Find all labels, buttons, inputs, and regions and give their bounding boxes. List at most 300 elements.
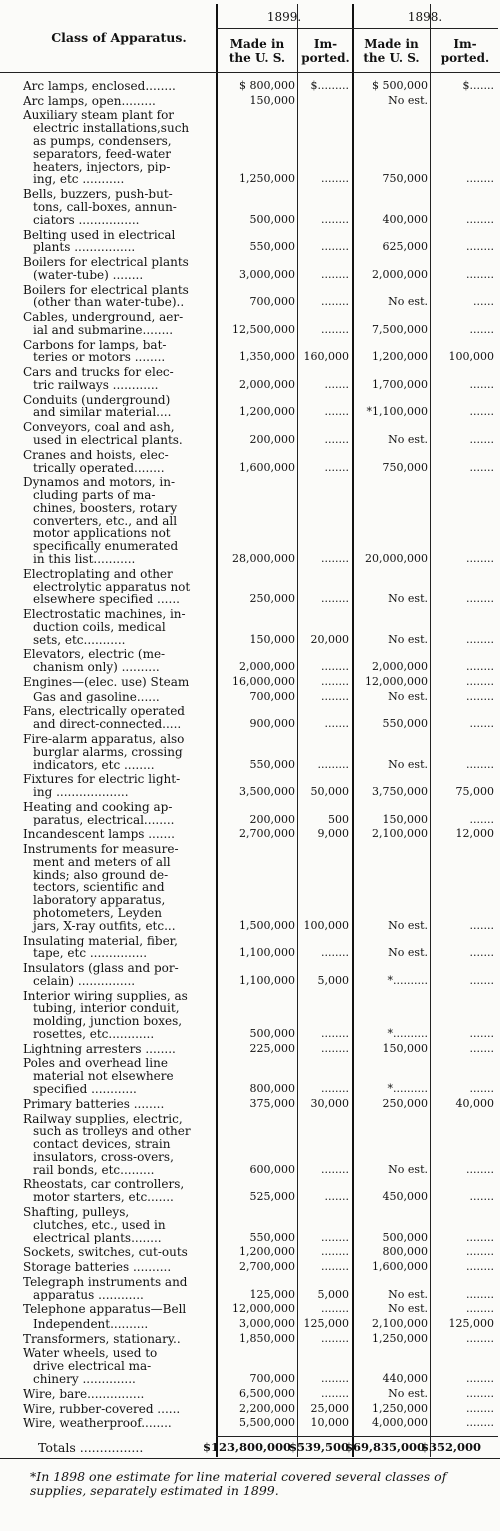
apparatus-class-label (23, 1261, 213, 1274)
label-line: Railway supplies, electric, (23, 1112, 183, 1126)
imported-1899-cell: ........ (321, 689, 349, 703)
made-us-1899-cell: 28,000,000 (232, 552, 295, 566)
imported-1899-cell: 500 (328, 812, 349, 826)
imported-1898-cell: ....... (469, 812, 494, 826)
apparatus-class-label (23, 801, 213, 827)
year-1898-header: 1898. (407, 10, 443, 24)
made-us-1899-cell: 550,000 (249, 757, 295, 771)
imported-1898-cell: ....... (469, 973, 494, 987)
made-us-1899-cell: 1,850,000 (239, 1331, 295, 1345)
label-line: tons, call-boxes, annun- (33, 200, 177, 214)
label-line: Transformers, stationary.. (23, 1332, 181, 1346)
apparatus-class-label (23, 990, 213, 1041)
imported-1898-cell: ....... (469, 1190, 494, 1204)
table-row (0, 1403, 500, 1416)
label-line: Insulators (glass and por- (23, 962, 179, 975)
totals-made-1898: $69,835,000 (345, 1440, 426, 1454)
made-us-1898-cell: No est. (388, 1302, 428, 1316)
table-row (0, 773, 500, 799)
imported-1899-cell: ........ (321, 1027, 349, 1041)
made-us-1898-cell: 1,250,000 (372, 1331, 428, 1345)
made-us-1898-cell: 2,000,000 (372, 660, 428, 674)
table-row (0, 1057, 500, 1095)
imported-1898-cell: ........ (466, 1386, 494, 1400)
imported-1899-cell: ........ (321, 660, 349, 674)
label-line: Fire-alarm apparatus, also (23, 732, 185, 746)
label-line: Belting used in electrical (23, 228, 176, 242)
made-us-1898-cell: $ 500,000 (372, 79, 428, 92)
imported-1898-cell: ....... (469, 918, 494, 932)
apparatus-class-label (23, 568, 213, 606)
imported-1898-cell: ........ (466, 172, 494, 186)
made-us-1899-cell: 1,200,000 (239, 405, 295, 419)
imported-1899-cell: $......... (310, 79, 349, 92)
label-line: jars, X-ray outfits, etc... (33, 919, 176, 933)
imported-1898-cell: ....... (469, 377, 494, 391)
label-line: motor starters, etc....... (33, 1191, 174, 1205)
table-row (0, 1417, 500, 1430)
made-us-1898-cell: 2,000,000 (372, 267, 428, 281)
apparatus-class-label (23, 1246, 213, 1259)
label-line: ing, etc ........... (33, 173, 125, 187)
label-line: duction coils, medical (33, 620, 166, 634)
table-row (0, 676, 500, 689)
table-row (0, 1318, 500, 1331)
table-row (0, 188, 500, 226)
table-row (0, 95, 500, 108)
made-us-1899-cell: 200,000 (249, 812, 295, 826)
imported-1899-cell: ........ (321, 1331, 349, 1345)
imported-1898-cell: ....... (469, 405, 494, 419)
imported-1899-cell: ........ (321, 1230, 349, 1244)
label-line: motor applications not (33, 527, 171, 541)
apparatus-class-label (23, 705, 213, 731)
table-row (0, 1098, 500, 1111)
label-line: ment and meters of all (33, 855, 171, 869)
label-line: chines, boosters, rotary (33, 501, 178, 515)
label-line: clutches, etc., used in (33, 1218, 166, 1232)
label-line: Fixtures for electric light- (23, 773, 181, 787)
table-row (0, 828, 500, 841)
imported-1898-cell: 100,000 (448, 350, 494, 364)
apparatus-class-label (23, 394, 213, 420)
label-line: chinery .............. (33, 1373, 136, 1386)
table-row (0, 648, 500, 674)
apparatus-class-label (23, 1098, 213, 1111)
apparatus-class-label (23, 1206, 213, 1244)
imported-1898-cell: 12,000 (455, 827, 494, 841)
made-us-1899-cell: 125,000 (249, 1287, 295, 1301)
label-line: Incandescent lamps ....... (23, 828, 175, 842)
label-line: paratus, electrical........ (33, 813, 175, 827)
imported-1899-cell: ........ (321, 295, 349, 309)
label-line: Heating and cooking ap- (23, 800, 173, 814)
imported-1898-cell: ....... (469, 460, 494, 474)
made-us-1899-cell: 150,000 (249, 93, 295, 107)
label-line: laboratory apparatus, (33, 894, 166, 908)
imported-1899-cell: ........ (321, 172, 349, 186)
table-row (0, 366, 500, 392)
table-row (0, 449, 500, 475)
label-line: rosettes, etc............ (33, 1028, 155, 1041)
made-us-1899-cell: 1,100,000 (239, 973, 295, 987)
made-us-1899-cell: 700,000 (249, 295, 295, 309)
made-us-1898-cell: *.......... (387, 1082, 428, 1096)
imported-1898-cell: 75,000 (455, 785, 494, 799)
made-us-1899-cell: 600,000 (249, 1162, 295, 1176)
imported-1899-cell: ........ (321, 1302, 349, 1316)
apparatus-class-label (23, 1276, 213, 1302)
table-row (0, 1333, 500, 1346)
label-line: Shafting, pulleys, (23, 1206, 130, 1219)
imported-1898-cell: ...... (473, 295, 494, 309)
imported-1898-cell: 40,000 (455, 1096, 494, 1110)
label-line: ciators ................ (33, 213, 140, 227)
made-us-1899-cell: 1,350,000 (239, 350, 295, 364)
table-row (0, 705, 500, 731)
imported-1898-cell: ........ (466, 552, 494, 566)
label-line: molding, junction boxes, (33, 1015, 183, 1029)
made-us-1898-cell: No est. (388, 946, 428, 960)
apparatus-class-label (23, 1113, 213, 1177)
apparatus-class-label (23, 676, 213, 689)
imported-1899-cell: 9,000 (317, 827, 349, 841)
label-line: Lightning arresters ........ (23, 1042, 176, 1056)
made-us-1899-cell: 2,700,000 (239, 1260, 295, 1274)
label-line: electric installations,such (33, 122, 190, 136)
imported-1899-cell: ........ (321, 946, 349, 960)
label-line: specifically enumerated (33, 540, 179, 554)
table-row (0, 801, 500, 827)
label-line: Elevators, electric (me- (23, 648, 166, 662)
made-us-1899-cell: 1,100,000 (239, 946, 295, 960)
imported-1898-cell: ........ (466, 1162, 494, 1176)
label-line: separators, feed-water (33, 147, 172, 161)
made-us-1898-cell: 625,000 (382, 240, 428, 254)
apparatus-class-label (23, 476, 213, 566)
label-line: tubing, interior conduit, (33, 1002, 180, 1016)
imported-1899-cell: 20,000 (310, 632, 349, 646)
made-us-1898-cell: *.......... (387, 973, 428, 987)
made-us-1899-cell: 150,000 (249, 632, 295, 646)
made-us-1899-cell: 525,000 (249, 1190, 295, 1204)
apparatus-class-label (23, 339, 213, 365)
label-line: used in electrical plants. (33, 433, 183, 447)
apparatus-class-label (23, 1178, 213, 1204)
imported-1899-cell: ........ (321, 212, 349, 226)
label-line: Rheostats, car controllers, (23, 1178, 185, 1192)
made-us-1898-cell: No est. (388, 632, 428, 646)
made-us-1898-cell: 12,000,000 (365, 674, 428, 688)
label-line: Bells, buzzers, push-but- (23, 188, 173, 201)
made-us-1898-cell: *1,100,000 (366, 405, 428, 419)
table-row (0, 394, 500, 420)
imported-1899-cell: 10,000 (310, 1416, 349, 1430)
imported-1899-cell: ....... (324, 405, 349, 419)
apparatus-class-label (23, 1388, 213, 1401)
imported-1899-cell: ........ (321, 1372, 349, 1386)
apparatus-class-label (23, 843, 213, 933)
year-1899-header: 1899. (266, 10, 302, 24)
imported-1898-cell: ....... (469, 717, 494, 731)
made-us-1899-cell: 700,000 (249, 689, 295, 703)
label-line: as pumps, condensers, (33, 135, 172, 148)
imported-1898-cell: ........ (466, 267, 494, 281)
apparatus-class-label (23, 256, 213, 282)
made-us-1898-cell: 1,700,000 (372, 377, 428, 391)
made-us-1899-cell: 3,500,000 (239, 785, 295, 799)
apparatus-class-label (23, 109, 213, 186)
table-row (0, 1206, 500, 1244)
made-us-1899-cell: 500,000 (249, 212, 295, 226)
imported-1899-cell: ....... (324, 717, 349, 731)
label-line: contact devices, strain (33, 1138, 171, 1151)
label-line: elsewhere specified ...... (33, 593, 180, 607)
table-row (0, 256, 500, 282)
imported-1899-cell: ....... (324, 432, 349, 446)
imported-1899-cell: ........ (321, 1162, 349, 1176)
label-line: material not elsewhere (33, 1070, 174, 1084)
table-row (0, 691, 500, 704)
imported-1899-header: Im- ported. (301, 37, 350, 65)
label-line: Water wheels, used to (23, 1347, 158, 1361)
apparatus-class-label (23, 449, 213, 475)
label-line: tape, etc ............... (33, 947, 148, 961)
made-us-1898-cell: 1,200,000 (372, 350, 428, 364)
label-line: drive electrical ma- (33, 1360, 152, 1374)
imported-1898-cell: ........ (466, 592, 494, 606)
made-us-1899-cell: 16,000,000 (232, 674, 295, 688)
imported-1898-header: Im- ported. (440, 37, 490, 65)
apparatus-class-label (23, 1303, 213, 1316)
made-us-1898-cell: 400,000 (382, 212, 428, 226)
made-us-1899-cell: 1,500,000 (239, 918, 295, 932)
apparatus-class-label (23, 188, 213, 226)
table-row (0, 284, 500, 310)
label-line: Telegraph instruments and (23, 1275, 188, 1289)
imported-1898-cell: ........ (466, 1245, 494, 1259)
imported-1899-cell: 50,000 (310, 785, 349, 799)
apparatus-class-label (23, 1043, 213, 1056)
label-line: (water-tube) ........ (33, 268, 144, 282)
imported-1898-cell: ........ (466, 1331, 494, 1345)
imported-1898-cell: ........ (466, 674, 494, 688)
imported-1898-cell: ........ (466, 1230, 494, 1244)
label-line: rail bonds, etc......... (33, 1163, 155, 1177)
imported-1898-cell: ........ (466, 757, 494, 771)
header-bottom-rule (0, 72, 500, 73)
made-us-1899-cell: 3,000,000 (239, 1317, 295, 1331)
label-line: Fans, electrically operated (23, 705, 185, 719)
label-line: apparatus ............ (33, 1288, 144, 1302)
label-line: Primary batteries ........ (23, 1097, 165, 1111)
table-row (0, 339, 500, 365)
table-row (0, 1178, 500, 1204)
made-in-us-1898-header: Made in the U. S. (363, 37, 420, 65)
made-us-1898-cell: No est. (388, 432, 428, 446)
imported-1899-cell: 30,000 (310, 1096, 349, 1110)
label-line: Arc lamps, open......... (23, 94, 156, 108)
imported-1899-cell: ........ (321, 1245, 349, 1259)
made-us-1899-cell: 800,000 (249, 1082, 295, 1096)
header-rule (216, 28, 498, 29)
made-us-1898-cell: 1,250,000 (372, 1401, 428, 1415)
made-us-1898-cell: 4,000,000 (372, 1416, 428, 1430)
imported-1899-cell: 125,000 (303, 1317, 349, 1331)
apparatus-class-label (23, 1057, 213, 1095)
made-us-1898-cell: 250,000 (382, 1096, 428, 1110)
apparatus-class-label (23, 733, 213, 771)
apparatus-class-label (23, 691, 213, 704)
imported-1898-cell: ........ (466, 1287, 494, 1301)
label-line: (other than water-tube).. (33, 296, 185, 310)
made-us-1898-cell: No est. (388, 918, 428, 932)
made-us-1898-cell: 150,000 (382, 812, 428, 826)
label-line: ing ................... (33, 786, 129, 799)
made-us-1899-cell: 250,000 (249, 592, 295, 606)
table-row (0, 568, 500, 606)
label-line: electrical plants........ (33, 1231, 162, 1245)
table-row (0, 990, 500, 1041)
label-line: in this list........... (33, 553, 136, 566)
made-us-1899-cell: 2,200,000 (239, 1401, 295, 1415)
made-us-1898-cell: 7,500,000 (372, 322, 428, 336)
label-line: Instruments for measure- (23, 843, 179, 856)
imported-1899-cell: 5,000 (317, 973, 349, 987)
label-line: teries or motors ........ (33, 351, 166, 365)
label-line: Wire, rubber-covered ...... (23, 1402, 181, 1416)
label-line: Engines—(elec. use) Steam (23, 675, 190, 689)
apparatus-class-label (23, 1403, 213, 1416)
label-line: Storage batteries .......... (23, 1261, 172, 1274)
label-line: Boilers for electrical plants (23, 283, 189, 297)
label-line: tectors, scientific and (33, 881, 165, 895)
label-line: electrolytic apparatus not (33, 580, 191, 594)
label-line: trically operated........ (33, 461, 165, 475)
made-us-1899-cell: 2,000,000 (239, 660, 295, 674)
imported-1899-cell: ........ (321, 592, 349, 606)
label-line: Electroplating and other (23, 567, 173, 581)
made-in-us-1899-header: Made in the U. S. (228, 37, 286, 65)
totals-made-1899: $123,800,000 (203, 1440, 292, 1454)
label-line: Auxiliary steam plant for (23, 109, 175, 123)
footnote: *In 1898 one estimate for line material covered several classes of supplies, separately estimated in 1899. (30, 1469, 447, 1498)
label-line: heaters, injectors, pip- (33, 160, 171, 174)
label-line: Wire, weatherproof........ (23, 1417, 172, 1431)
label-line: sets, etc........... (33, 633, 126, 647)
label-line: Conveyors, coal and ash, (23, 421, 175, 434)
made-us-1899-cell: 3,000,000 (239, 267, 295, 281)
made-us-1898-cell: No est. (388, 689, 428, 703)
made-us-1898-cell: No est. (388, 1162, 428, 1176)
imported-1898-cell: ....... (469, 1041, 494, 1055)
made-us-1898-cell: 550,000 (382, 717, 428, 731)
made-us-1898-cell: 800,000 (382, 1245, 428, 1259)
label-line: and similar material.... (33, 406, 172, 420)
table-row (0, 1276, 500, 1302)
made-us-1899-cell: 1,600,000 (239, 460, 295, 474)
made-us-1899-cell: 900,000 (249, 717, 295, 731)
made-us-1898-cell: *.......... (387, 1027, 428, 1041)
label-line: celain) ............... (33, 974, 136, 988)
label-line: insulators, cross-overs, (33, 1150, 174, 1164)
imported-1899-cell: 160,000 (303, 350, 349, 364)
made-us-1899-cell: 12,500,000 (232, 322, 295, 336)
imported-1898-cell: ........ (466, 689, 494, 703)
label-line: Dynamos and motors, in- (23, 476, 176, 490)
made-us-1898-cell: No est. (388, 592, 428, 606)
imported-1898-cell: ........ (466, 1260, 494, 1274)
imported-1898-cell: ........ (466, 1302, 494, 1316)
label-line: specified ............ (33, 1083, 137, 1096)
table-row (0, 109, 500, 186)
made-us-1898-cell: 20,000,000 (365, 552, 428, 566)
label-line: cluding parts of ma- (33, 489, 156, 502)
made-us-1899-cell: 700,000 (249, 1372, 295, 1386)
apparatus-class-label (23, 311, 213, 337)
made-us-1899-cell: 550,000 (249, 240, 295, 254)
table-row (0, 80, 500, 93)
imported-1899-cell: ........ (321, 674, 349, 688)
imported-1898-cell: ........ (466, 1372, 494, 1386)
apparatus-class-label (23, 1417, 213, 1430)
made-us-1898-cell: 150,000 (382, 1041, 428, 1055)
apparatus-class-label (23, 80, 213, 93)
made-us-1899-cell: 375,000 (249, 1096, 295, 1110)
made-us-1898-cell: 1,600,000 (372, 1260, 428, 1274)
imported-1899-cell: ....... (324, 1190, 349, 1204)
totals-imported-1898: $352,000 (421, 1440, 482, 1454)
imported-1899-cell: ........ (321, 267, 349, 281)
made-us-1898-cell: No est. (388, 1287, 428, 1301)
made-us-1899-cell: 500,000 (249, 1027, 295, 1041)
apparatus-class-label (23, 935, 213, 961)
table-row (0, 733, 500, 771)
table-row (0, 935, 500, 961)
made-us-1898-cell: 450,000 (382, 1190, 428, 1204)
apparatus-class-label (23, 1333, 213, 1346)
label-line: Independent.......... (33, 1318, 149, 1331)
imported-1899-cell: ........ (321, 322, 349, 336)
imported-1898-cell: ....... (469, 1082, 494, 1096)
table-row (0, 1043, 500, 1056)
made-us-1898-cell: No est. (388, 1386, 428, 1400)
totals-rule (216, 1436, 498, 1437)
table-row (0, 1388, 500, 1401)
apparatus-class-label (23, 1318, 213, 1331)
apparatus-class-label (23, 421, 213, 447)
class-of-apparatus-header: Class of Apparatus. (51, 30, 187, 45)
table-row (0, 311, 500, 337)
imported-1899-cell: ......... (317, 757, 349, 771)
imported-1898-cell: ........ (466, 632, 494, 646)
table-row (0, 608, 500, 646)
table-bottom-rule (0, 1458, 500, 1459)
imported-1898-cell: ....... (469, 322, 494, 336)
apparatus-class-label (23, 1347, 213, 1385)
table-row (0, 1303, 500, 1316)
imported-1898-cell: $....... (462, 79, 494, 92)
made-us-1899-cell: 2,000,000 (239, 377, 295, 391)
apparatus-class-label (23, 828, 213, 841)
table-row (0, 1113, 500, 1177)
imported-1898-cell: ........ (466, 1416, 494, 1430)
made-us-1898-cell: 3,750,000 (372, 785, 428, 799)
label-line: indicators, etc ........ (33, 758, 155, 772)
made-us-1898-cell: 2,100,000 (372, 827, 428, 841)
apparatus-class-label (23, 366, 213, 392)
label-line: Boilers for electrical plants (23, 256, 189, 269)
